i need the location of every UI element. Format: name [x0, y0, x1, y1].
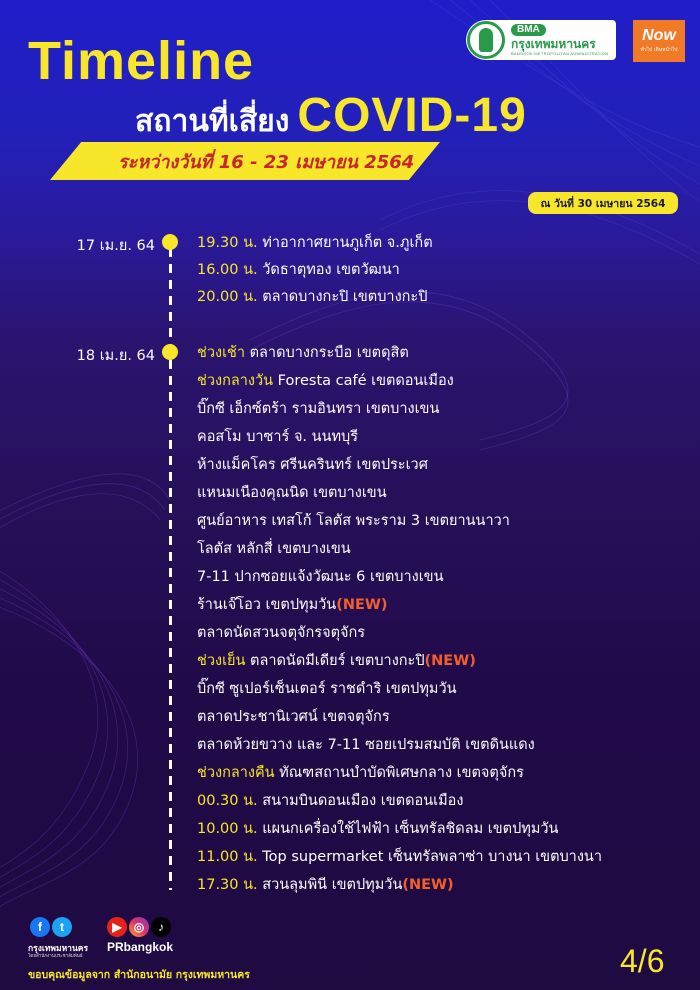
- pr-handle: PRbangkok: [107, 940, 174, 954]
- location-entry: 19.30 น. ท่าอากาศยานภูเก็ต จ.ภูเก็ต: [197, 235, 433, 251]
- location-entry: 11.00 น. Top supermarket เซ็นทรัลพลาซ่า บางนา เขตบางนา: [197, 849, 602, 865]
- location-entry: ศูนย์อาหาร เทสโก้ โลตัส พระราม 3 เขตยานนาวา: [197, 513, 510, 529]
- new-tag: (NEW): [424, 653, 476, 669]
- bma-seal-icon: [467, 21, 505, 59]
- timeline-dot-icon: [162, 234, 178, 250]
- location-entry: 10.00 น. แผนกเครื่องใช้ไฟฟ้า เซ็นทรัลชิดลม เขตปทุมวัน: [197, 821, 559, 837]
- header: [0, 0, 700, 220]
- twitter-icon[interactable]: t: [52, 917, 72, 937]
- location-entry: ช่วงกลางวัน Foresta café เขตดอนเมือง: [197, 373, 454, 389]
- pr-social-icons: [107, 917, 171, 937]
- timeline-connector: [169, 360, 172, 890]
- tiktok-icon[interactable]: ♪: [151, 917, 171, 937]
- location-entry: คอสโม บาซาร์ จ. นนทบุรี: [197, 429, 359, 445]
- bma-english-name: BANGKOK METROPOLITAN ADMINISTRATION: [511, 51, 609, 56]
- footer: [0, 905, 700, 990]
- date-range-text: ระหว่างวันที่ 16 - 23 เมษายน 2564: [118, 152, 415, 173]
- location-entry: บิ๊กซี ซูเปอร์เซ็นเตอร์ ราชดำริ เขตปทุมวัน: [197, 681, 457, 697]
- day-date: 17 เม.ย. 64: [76, 238, 155, 254]
- footer-bma-label: กรุงเทพมหานคร: [28, 944, 89, 954]
- new-tag: (NEW): [402, 877, 454, 893]
- location-entry: 17.30 น. สวนลุมพินี เขตปทุมวัน(NEW): [197, 877, 454, 893]
- data-credit: ขอบคุณข้อมูลจาก สำนักอนามัย กรุงเทพมหานคร: [28, 969, 250, 981]
- location-entry: ตลาดห้วยขวาง และ 7-11 ซอยเปรมสมบัติ เขตดินแดง: [197, 737, 535, 753]
- bma-logo: [466, 20, 616, 60]
- footer-bma-sub: โดยสำนักงานประชาสัมพันธ์: [28, 954, 83, 959]
- subtitle-covid: COVID-19: [297, 89, 527, 142]
- day-date: 18 เม.ย. 64: [76, 348, 155, 364]
- bma-abbr: BMA: [511, 24, 546, 36]
- location-entry: 7-11 ปากซอยแจ้งวัฒนะ 6 เขตบางเขน: [197, 569, 444, 585]
- location-entry: ตลาดนัดสวนจตุจักรจตุจักร: [197, 625, 366, 641]
- location-entry: 16.00 น. วัดธาตุทอง เขตวัฒนา: [197, 262, 400, 278]
- timeline-dot-icon: [162, 344, 178, 360]
- location-entry: บิ๊กซี เอ็กซ์ตร้า รามอินทรา เขตบางเขน: [197, 401, 440, 417]
- location-entry: แหนมเนืองคุณนิด เขตบางเขน: [197, 485, 387, 501]
- timeline-connector: [169, 248, 172, 348]
- facebook-icon[interactable]: f: [30, 917, 50, 937]
- subtitle-thai: สถานที่เสี่ยง: [135, 104, 290, 139]
- location-entry: ตลาดประชานิเวศน์ เขตจตุจักร: [197, 709, 390, 725]
- location-entry: 20.00 น. ตลาดบางกะปิ เขตบางกะปิ: [197, 289, 428, 305]
- subtitle: [135, 89, 527, 142]
- now-logo-sub: ทั่วไป เดินหน้าไป: [640, 47, 678, 53]
- bma-thai-name: กรุงเทพมหานคร: [511, 37, 596, 51]
- now-logo-text: Now: [642, 27, 676, 44]
- location-entry: โลตัส หลักสี่ เขตบางเขน: [197, 541, 351, 557]
- new-tag: (NEW): [336, 597, 388, 613]
- youtube-icon[interactable]: ▶: [107, 917, 127, 937]
- location-entry: ช่วงกลางคืน ทัณฑสถานบำบัดพิเศษกลาง เขตจตุจักร: [197, 765, 524, 781]
- location-entry: ร้านเจ๊โอว เขตปทุมวัน(NEW): [197, 597, 388, 613]
- location-entry: ช่วงเย็น ตลาดนัดมีเดียร์ เขตบางกะปิ(NEW): [197, 653, 476, 669]
- page-number: 4/6: [620, 943, 665, 979]
- location-entry: ห้างแม็คโคร ศรีนครินทร์ เขตประเวศ: [197, 457, 428, 473]
- location-entry: 00.30 น. สนามบินดอนเมือง เขตดอนเมือง: [197, 793, 464, 809]
- instagram-icon[interactable]: ◎: [129, 917, 149, 937]
- bma-social-icons: [30, 917, 72, 937]
- page-title: Timeline: [28, 31, 255, 91]
- location-entry: ช่วงเช้า ตลาดบางกระบือ เขตดุสิต: [197, 345, 409, 361]
- now-logo: [633, 20, 685, 62]
- as-of-date-badge: ณ วันที่ 30 เมษายน 2564: [528, 192, 678, 214]
